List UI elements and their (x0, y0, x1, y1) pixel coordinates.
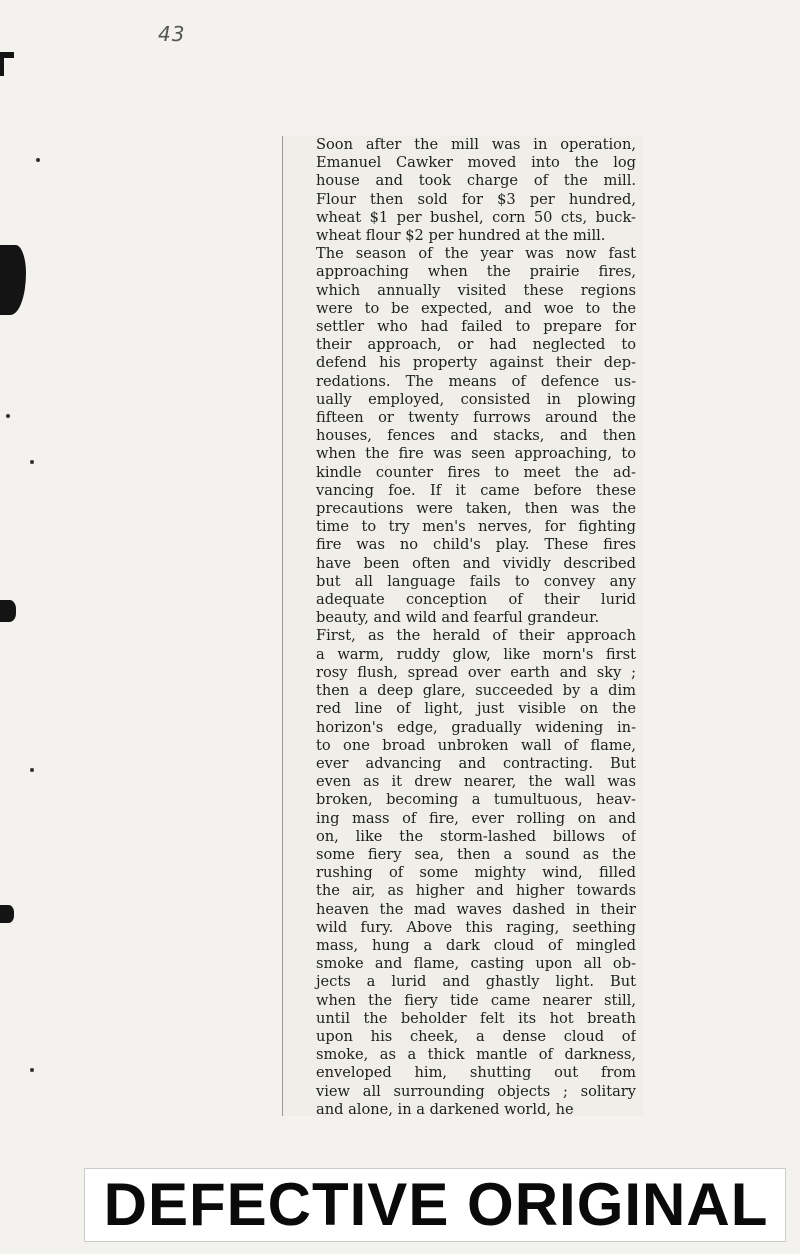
article-paragraph (296, 245, 636, 627)
article-line: house and took charge of the mill. (316, 172, 636, 190)
article-line: broken, becoming a tumultuous, heav- (316, 791, 636, 809)
article-line: vancing foe. If it came before these (316, 481, 636, 499)
scan-speck (36, 158, 40, 162)
article-line: smoke and flame, casting upon all ob- (316, 955, 636, 973)
article-line: redations. The means of defence us- (316, 372, 636, 390)
article-line: on, like the storm-lashed billows of (316, 827, 636, 845)
article-line: have been often and vividly described (316, 554, 636, 572)
article-line: were to be expected, and woe to the (316, 299, 636, 317)
defective-original-stamp: DEFECTIVE ORIGINAL (103, 1171, 769, 1238)
article-paragraph (296, 627, 636, 1118)
article-line: upon his cheek, a dense cloud of (316, 1027, 636, 1045)
article-line: rushing of some mighty wind, filled (316, 864, 636, 882)
article-line: precautions were taken, then was the (316, 500, 636, 518)
article-line: time to try men's nerves, for fighting (316, 518, 636, 536)
article-line: ually employed, consisted in plowing (316, 390, 636, 408)
article-text (296, 136, 636, 1119)
edge-scan-mark (0, 905, 14, 923)
article-line: which annually visited these regions (316, 281, 636, 299)
article-line: then a deep glare, succeeded by a dim (316, 682, 636, 700)
article-line: First, as the herald of their approach (316, 627, 636, 645)
article-line: heaven the mad waves dashed in their (316, 900, 636, 918)
article-line: but all language fails to convey any (316, 572, 636, 590)
article-line: rosy flush, spread over earth and sky ; (316, 663, 636, 681)
article-line: red line of light, just visible on the (316, 700, 636, 718)
edge-scan-blot (0, 245, 26, 315)
article-line: The season of the year was now fast (316, 245, 636, 263)
article-line: until the beholder felt its hot breath (316, 1009, 636, 1027)
article-line: even as it drew nearer, the wall was (316, 773, 636, 791)
article-line: houses, fences and stacks, and then (316, 427, 636, 445)
article-line: smoke, as a thick mantle of darkness, (316, 1046, 636, 1064)
article-line: when the fire was seen approaching, to (316, 445, 636, 463)
article-line: beauty, and wild and fearful grandeur. (316, 609, 600, 627)
article-line: approaching when the prairie fires, (316, 263, 636, 281)
article-line: settler who had failed to prepare for (316, 318, 636, 336)
article-line: fire was no child's play. These fires (316, 536, 636, 554)
article-line: their approach, or had neglected to (316, 336, 636, 354)
article-line: kindle counter fires to meet the ad- (316, 463, 636, 481)
article-line: horizon's edge, gradually widening in- (316, 718, 636, 736)
article-line: ing mass of fire, ever rolling on and (316, 809, 636, 827)
article-line: wild fury. Above this raging, seething (316, 918, 636, 936)
article-line: adequate conception of their lurid (316, 591, 636, 609)
scan-speck (30, 460, 34, 464)
scan-speck (30, 1068, 34, 1072)
article-line: Emanuel Cawker moved into the log (316, 154, 636, 172)
article-line: the air, as higher and higher towards (316, 882, 636, 900)
article-line: to one broad unbroken wall of flame, (316, 736, 636, 754)
article-line: some fiery sea, then a sound as the (316, 845, 636, 863)
article-line: wheat $1 per bushel, corn 50 cts, buck- (316, 208, 636, 226)
article-line: wheat flour $2 per hundred at the mill. (316, 227, 606, 245)
scan-speck (30, 768, 34, 772)
article-line: enveloped him, shutting out from (316, 1064, 636, 1082)
page-number: 43 (158, 22, 186, 46)
article-paragraph (296, 136, 636, 245)
article-line: a warm, ruddy glow, like morn's first (316, 645, 636, 663)
article-line: when the fiery tide came nearer still, (316, 991, 636, 1009)
article-line: ever advancing and contracting. But (316, 754, 636, 772)
article-line: defend his property against their dep- (316, 354, 636, 372)
article-line: view all surrounding objects ; solitary (316, 1082, 636, 1100)
article-line: fifteen or twenty furrows around the (316, 409, 636, 427)
article-line: Soon after the mill was in operation, (316, 136, 636, 153)
article-line: mass, hung a dark cloud of mingled (316, 936, 636, 954)
article-line: jects a lurid and ghastly light. But (316, 973, 636, 991)
article-line: Flour then sold for $3 per hundred, (316, 190, 636, 208)
scan-speck (6, 414, 10, 418)
edge-scan-mark (0, 600, 16, 622)
article-line: and alone, in a darkened world, he (316, 1100, 574, 1118)
edge-scan-mark (0, 58, 4, 76)
